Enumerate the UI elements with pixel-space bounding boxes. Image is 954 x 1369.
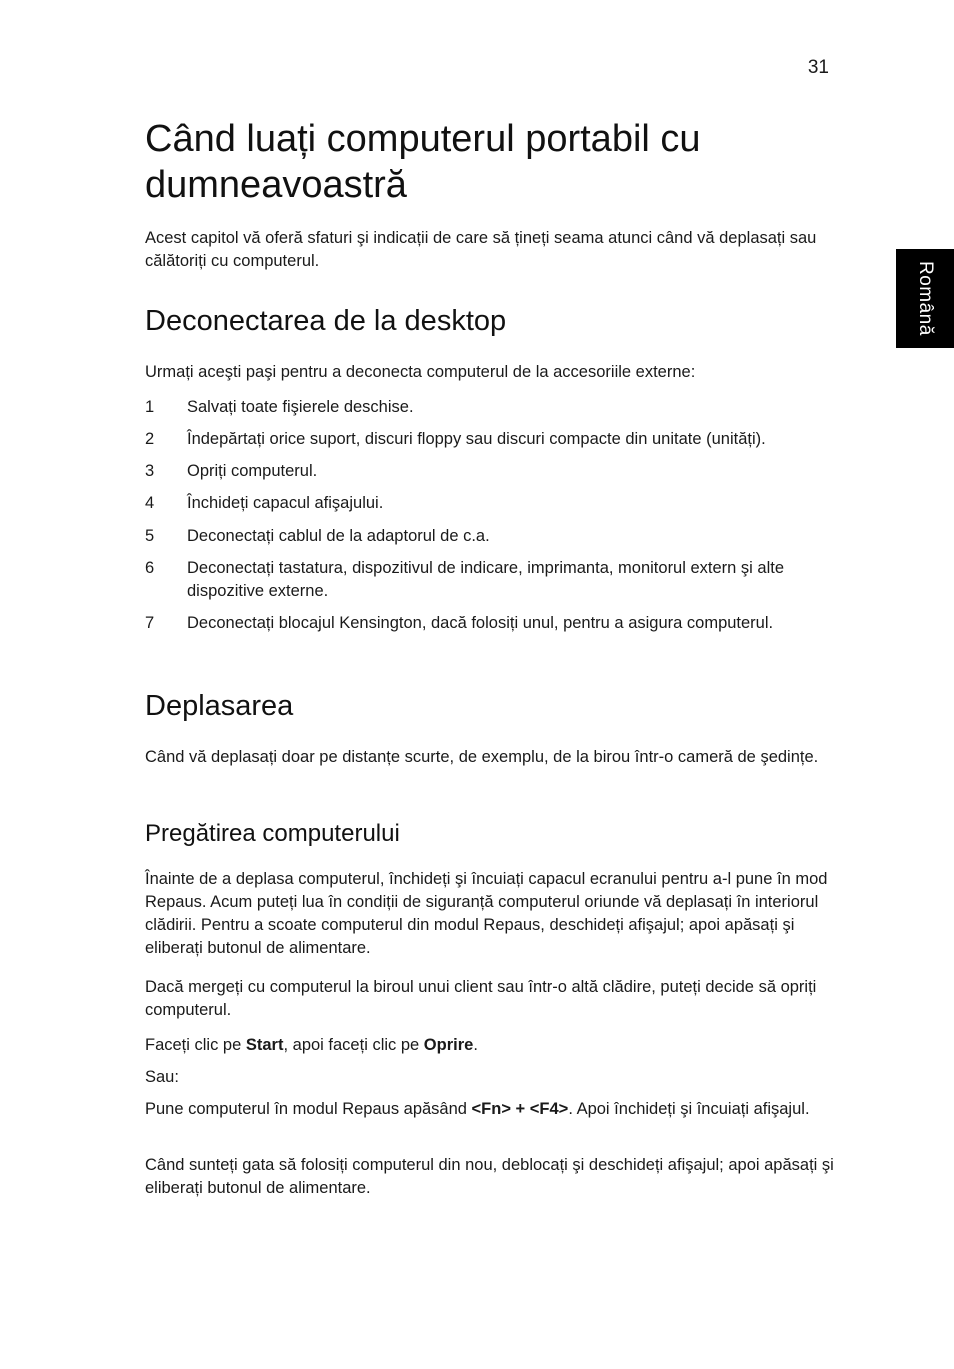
page-number: 31 bbox=[807, 57, 829, 78]
intro-paragraph: Acest capitol vă oferă sfaturi şi indicații de care să țineți seama atunci când vă deplasați sau călătoriți cu computerul. bbox=[145, 229, 817, 270]
text-fragment: . bbox=[473, 1036, 478, 1054]
step-number: 1 bbox=[145, 398, 155, 416]
step-text: Deconectați blocajul Kensington, dacă folosiți unul, pentru a asigura computerul. bbox=[187, 614, 774, 632]
step-number: 3 bbox=[145, 462, 155, 480]
step-text: Deconectați tastatura, dispozitivul de indicare, imprimanta, monitorul extern şi alte dispozitive externe. bbox=[187, 559, 785, 600]
section-heading-travel: Deplasarea bbox=[145, 690, 294, 722]
subsection-heading-prepare: Pregătirea computerului bbox=[145, 820, 400, 847]
travel-lead: Când vă deplasați doar pe distanțe scurte, de exemplu, de la birou într-o cameră de şedințe. bbox=[145, 748, 819, 766]
resume-paragraph: Când sunteți gata să folosiți computerul din nou, deblocați şi deschideți afişajul; apoi apăsați şi eliberați butonul de alimentare. bbox=[145, 1156, 834, 1197]
language-tab-label: Română bbox=[915, 261, 936, 336]
start-label: Start bbox=[245, 1036, 284, 1054]
text-fragment: Pune computerul în modul Repaus apăsând bbox=[145, 1100, 472, 1118]
or-label: Sau: bbox=[145, 1068, 179, 1086]
step-text: Îndepărtați orice suport, discuri floppy sau discuri compacte din unitate (unități). bbox=[187, 430, 766, 448]
step-number: 7 bbox=[145, 614, 155, 632]
client-paragraph: Dacă mergeți cu computerul la biroul unui client sau într-o altă clădire, puteți decide să opriți computerul. bbox=[145, 978, 817, 1019]
oprire-label: Oprire bbox=[423, 1036, 474, 1054]
start-instruction bbox=[145, 1034, 835, 1057]
step-number: 6 bbox=[145, 559, 155, 577]
step-text: Închideți capacul afişajului. bbox=[187, 494, 384, 512]
step-number: 2 bbox=[145, 430, 155, 448]
step-number: 4 bbox=[145, 494, 155, 512]
page-title: Când luați computerul portabil cu dumneavoastră bbox=[145, 118, 701, 206]
step-text: Opriți computerul. bbox=[187, 462, 318, 480]
prepare-paragraph: Înainte de a deplasa computerul, închideți şi încuiați capacul ecranului pentru a-l pune în mod Repaus. Acum puteți lua în condiții de siguranță computerul oriunde vă deplasați în interiorul clădirii. Pentru a scoate computerul din modul Repaus, deschideți afişajul; apoi apăsați şi eliberați butonul de alimentare. bbox=[145, 870, 828, 957]
text-fragment: . Apoi închideți şi încuiați afişajul. bbox=[568, 1100, 810, 1118]
key-combination: <Fn> + <F4> bbox=[471, 1100, 569, 1118]
step-text: Deconectați cablul de la adaptorul de c.a. bbox=[187, 527, 490, 545]
sleep-instruction bbox=[145, 1098, 835, 1121]
step-text: Salvați toate fişierele deschise. bbox=[187, 398, 414, 416]
text-fragment: Faceți clic pe bbox=[145, 1036, 246, 1054]
step-number: 5 bbox=[145, 527, 155, 545]
language-tab bbox=[896, 249, 954, 348]
disconnect-lead: Urmați aceşti paşi pentru a deconecta computerul de la accesoriile externe: bbox=[145, 363, 696, 381]
section-heading-disconnect: Deconectarea de la desktop bbox=[145, 305, 507, 337]
text-fragment: , apoi faceți clic pe bbox=[283, 1036, 424, 1054]
